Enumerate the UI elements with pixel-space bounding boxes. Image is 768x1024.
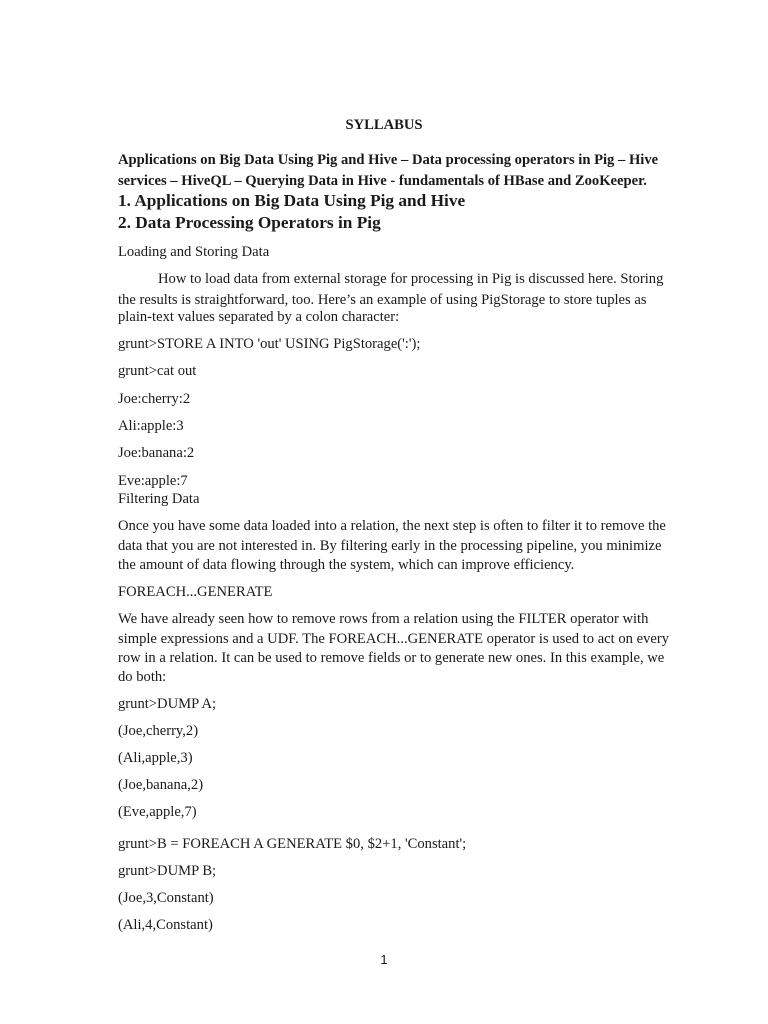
section-heading-1: 1. Applications on Big Data Using Pig and Hive xyxy=(118,191,466,210)
foreach-para-line-4: do both: xyxy=(118,669,167,685)
filtering-heading: Filtering Data xyxy=(118,491,200,507)
tuple-line-1: (Joe,cherry,2) xyxy=(118,723,199,739)
tuple-line-3: (Joe,banana,2) xyxy=(118,777,204,793)
output-line-1: Joe:cherry:2 xyxy=(118,391,191,407)
page-number: 1 xyxy=(380,952,388,967)
result-line-1: (Joe,3,Constant) xyxy=(118,890,214,906)
syllabus-summary-line-2: services – HiveQL – Querying Data in Hive - fundamentals of HBase and ZooKeeper. xyxy=(118,173,647,189)
code-cat: grunt>cat out xyxy=(118,363,197,379)
output-line-2: Ali:apple:3 xyxy=(118,418,184,434)
code-dump-a: grunt>DUMP A; xyxy=(118,696,217,712)
loading-para-line-3: plain-text values separated by a colon character: xyxy=(118,309,400,325)
tuple-line-2: (Ali,apple,3) xyxy=(118,750,193,766)
loading-storing-heading: Loading and Storing Data xyxy=(118,244,270,260)
result-line-2: (Ali,4,Constant) xyxy=(118,917,213,933)
foreach-heading: FOREACH...GENERATE xyxy=(118,584,273,600)
filter-para-line-3: the amount of data flowing through the system, which can improve efficiency. xyxy=(118,557,575,573)
foreach-para-line-3: row in a relation. It can be used to remove fields or to generate new ones. In this example, we xyxy=(118,650,665,666)
code-store: grunt>STORE A INTO 'out' USING PigStorage(':'); xyxy=(118,336,421,352)
page-title: SYLLABUS xyxy=(345,117,423,133)
section-heading-2: 2. Data Processing Operators in Pig xyxy=(118,213,381,232)
foreach-para-line-1: We have already seen how to remove rows from a relation using the FILTER operator with xyxy=(118,611,649,627)
code-dump-b: grunt>DUMP B; xyxy=(118,863,217,879)
tuple-line-4: (Eve,apple,7) xyxy=(118,804,197,820)
syllabus-summary-line-1: Applications on Big Data Using Pig and Hive – Data processing operators in Pig – Hive xyxy=(118,152,659,168)
loading-para-line-1: How to load data from external storage for processing in Pig is discussed here. Storing xyxy=(158,271,664,287)
filter-para-line-2: data that you are not interested in. By filtering early in the processing pipeline, you minimize xyxy=(118,538,662,554)
output-line-3: Joe:banana:2 xyxy=(118,445,195,461)
code-foreach: grunt>B = FOREACH A GENERATE $0, $2+1, 'Constant'; xyxy=(118,836,467,852)
foreach-para-line-2: simple expressions and a UDF. The FOREACH...GENERATE operator is used to act on every xyxy=(118,631,670,647)
output-line-4: Eve:apple:7 xyxy=(118,473,188,489)
loading-para-line-2: the results is straightforward, too. Here’s an example of using PigStorage to store tuples as xyxy=(118,292,647,308)
filter-para-line-1: Once you have some data loaded into a relation, the next step is often to filter it to remove the xyxy=(118,518,666,534)
